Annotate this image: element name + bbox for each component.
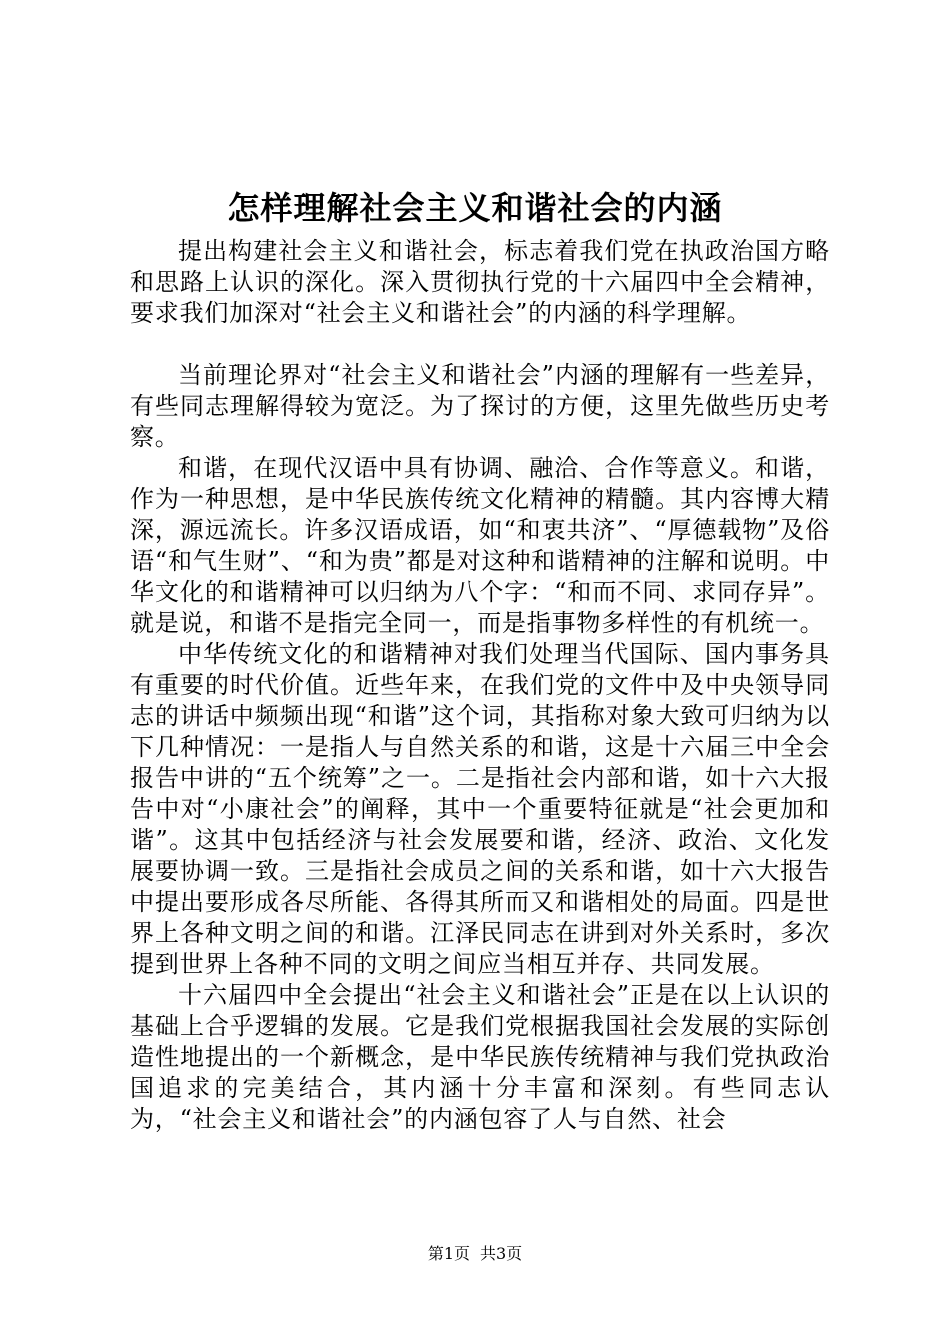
page-number: 第1页: [427, 1244, 470, 1263]
paragraph-1: 提出构建社会主义和谐社会，标志着我们党在执政治国方略和思路上认识的深化。深入贯彻执行党的十六届四中全会精神，要求我们加深对“社会主义和谐社会”的内涵的科学理解。: [130, 237, 830, 327]
page-total: 共3页: [480, 1244, 523, 1263]
paragraph-4: 中华传统文化的和谐精神对我们处理当代国际、国内事务具有重要的时代价值。近些年来，在我们党的文件中及中央领导同志的讲话中频频出现“和谐”这个词，其指称对象大致可归纳为以下几种情况：一是指人与自然关系的和谐，这是十六届三中全会报告中讲的“五个统筹”之一。二是指社会内部和谐，如十六大报告中对“小康社会”的阐释，其中一个重要特征就是“社会更加和谐”。这其中包括经济与社会发展要和谐，经济、政治、文化发展要协调一致。三是指社会成员之间的关系和谐，如十六大报告中提出要形成各尽所能、各得其所而又和谐相处的局面。四是世界上各种文明之间的和谐。江泽民同志在讲到对外关系时，多次提到世界上各种不同的文明之间应当相互并存、共同发展。: [130, 640, 830, 978]
paragraph-3: 和谐，在现代汉语中具有协调、融洽、合作等意义。和谐，作为一种思想，是中华民族传统文化精神的精髓。其内容博大精深，源远流长。许多汉语成语，如“和衷共济”、“厚德载物”及俗语“和气生财”、“和为贵”都是对这种和谐精神的注解和说明。中华文化的和谐精神可以归纳为八个字：“和而不同、求同存异”。就是说，和谐不是指完全同一，而是指事物多样性的有机统一。: [130, 454, 830, 637]
document-title: 怎样理解社会主义和谐社会的内涵: [227, 189, 723, 227]
document-body: [130, 236, 830, 1135]
page-footer: [0, 1244, 950, 1264]
paragraph-5: 十六届四中全会提出“社会主义和谐社会”正是在以上认识的基础上合乎逻辑的发展。它是我们党根据我国社会发展的实际创造性地提出的一个新概念，是中华民族传统精神与我们党执政治国追求的完美结合，其内涵十分丰富和深刻。有些同志认为，“社会主义和谐社会”的内涵包容了人与自然、社会: [130, 981, 830, 1133]
paragraph-2: 当前理论界对“社会主义和谐社会”内涵的理解有一些差异，有些同志理解得较为宽泛。为了探讨的方便，这里先做些历史考察。: [130, 361, 830, 451]
